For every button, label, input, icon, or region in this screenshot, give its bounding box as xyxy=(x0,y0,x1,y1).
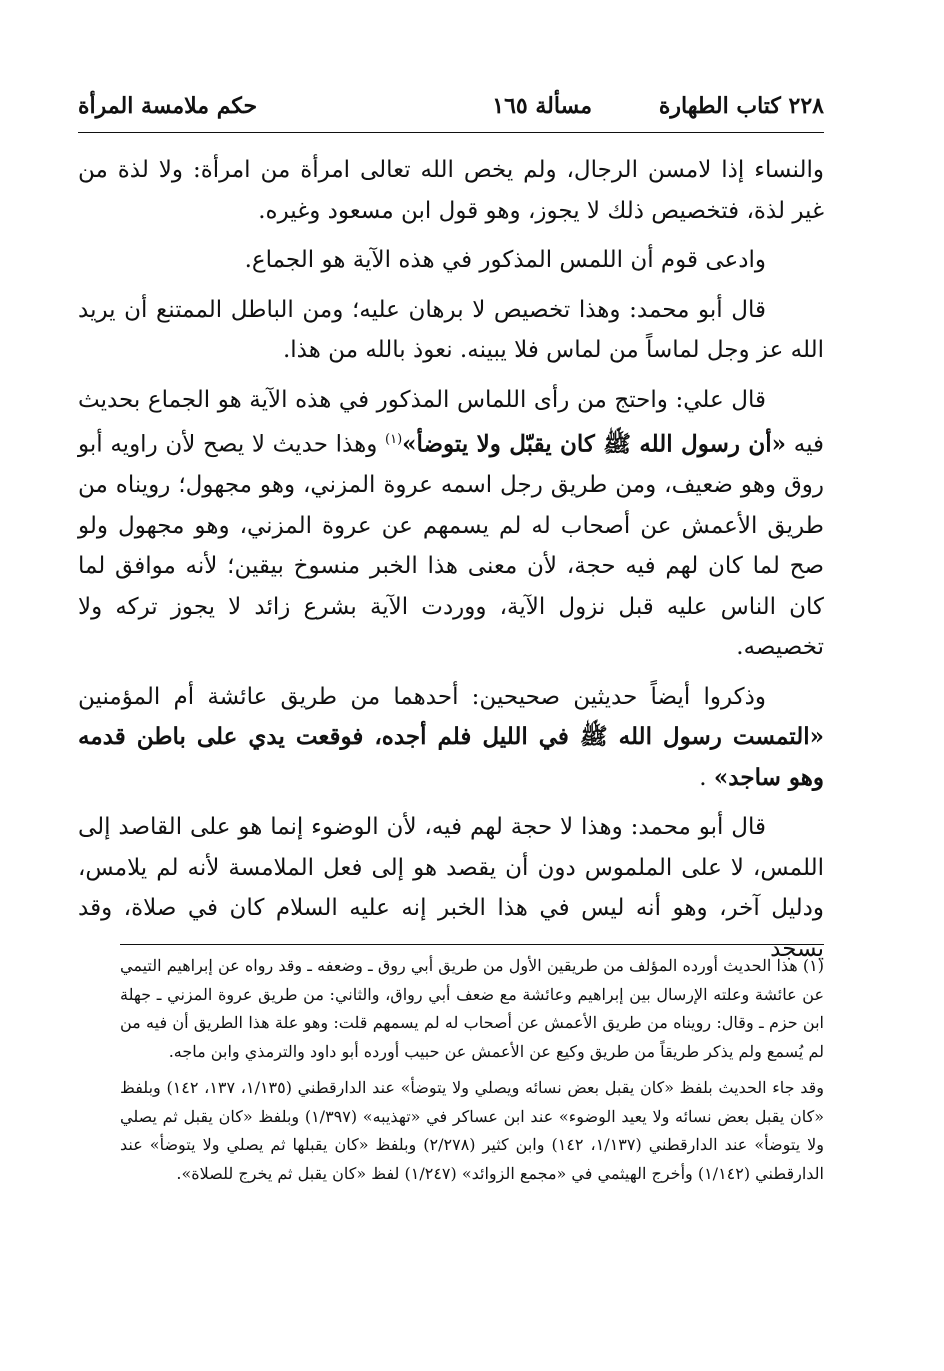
footnote-rule xyxy=(120,944,824,945)
paragraph-4-rest: وهذا حديث لا يصح لأن راويه أبو روق وهو ضعيف، ومن طريق رجل اسمه عروة المزني، وهو مجهول؛ رويناه من طريق الأعمش عن أصحاب له لم يسمهم عن عروة المزني، وهو مجهول ولو صح لما كان لهم فيه حجة، لأن معنى هذا الخبر منسوخ بيقين؛ لأنه موافق لما كان الناس عليه قبل نزول الآية، ووردت الآية بشرع زائد لا يجوز تركه ولا تخصيصه. xyxy=(78,431,824,661)
header-rule xyxy=(78,132,824,133)
page-number-and-book-title: ٢٢٨ كتاب الطهارة xyxy=(658,93,824,119)
paragraph-4 xyxy=(78,380,824,668)
footnote-ref-1[interactable]: (١) xyxy=(385,432,403,447)
paragraph-5 xyxy=(78,677,824,799)
paragraph-2: وادعى قوم أن اللمس المذكور في هذه الآية هو الجماع. xyxy=(244,247,766,273)
footnotes xyxy=(120,952,824,1196)
running-header xyxy=(78,88,824,128)
footnote-1: (١) هذا الحديث أورده المؤلف من طريقين الأول من طريق أبي روق ـ وضعفه ـ وقد رواه عن إبراهيم التيمي عن عائشة وعلته الإرسال بين إبراهيم وعائشة مع ضعف أبي رواق، والثاني: من طريق عروة المزني ـ جهلة ابن حزم ـ وقال: رويناه من طريق الأعمش عن أصحاب له لم يسمهم قلت: وهو علة هذا الطريق أن فيه من لم يُسمع ولم يذكر طريقاً من طريق وكيع عن الأعمش عن حبيب أورده أبو داود والترمذي وابن ماجه. xyxy=(120,956,825,1061)
paragraph-5-end: . xyxy=(699,764,707,791)
chapter-topic: حكم ملامسة المرأة xyxy=(78,93,258,119)
hadith-quote-kiss: «أن رسول الله ﷺ كان يقبّل ولا يتوضأ» xyxy=(402,430,787,458)
paragraph-5-intro: وذكروا أيضاً حديثين صحيحين: أحدهما من طريق عائشة أم المؤمنين xyxy=(78,683,766,710)
hadith-quote-aisha: «التمست رسول الله ﷺ في الليل فلم أجده، فوقعت يدي على باطن قدمه وهو ساجد» xyxy=(78,723,824,791)
paragraph-6: قال أبو محمد: وهذا لا حجة لهم فيه، لأن الوضوء إنما هو على القاصد إلى اللمس، لا على الملموس دون أن يقصد هو إلى فعل الملامسة لأنه لم يلامس، ودليل آخر، وهو أنه ليس في هذا الخبر إنه عليه السلام كان في صلاة، وقد يسجد xyxy=(78,814,824,962)
paragraph-1: والنساء إذا لامسن الرجال، ولم يخص الله تعالى امرأة من امرأة: ولا لذة من غير لذة، فتخصيص ذلك لا يجوز، وهو قول ابن مسعود وغيره. xyxy=(78,157,824,224)
footnote-1-continued: وقد جاء الحديث بلفظ «كان يقبل بعض نسائه ويصلي ولا يتوضأ» عند الدارقطني (١/١٣٥، ١٣٧، ١٤٢) وبلفظ «كان يقبل بعض نسائه ولا يعيد الوضوء» عند ابن عساكر في «تهذيبه» (١/٣٩٧) وبلفظ «كان يقبل ثم يصلي ولا يتوضأ» عند الدارقطني (١/١٣٧، ١٤٢) وابن كثير (٢/٢٧٨) وبلفظ «كان يقبلها ثم يصلي ولا يتوضأ» عند الدارقطني (١/١٤٢) وأخرج الهيثمي في «مجمع الزوائد» (١/٢٤٧) لفظ «كان يقبل ثم يخرج للصلاة». xyxy=(120,1078,825,1183)
issue-number: مسألة ١٦٥ xyxy=(492,93,592,119)
paragraph-3: قال أبو محمد: وهذا تخصيص لا برهان عليه؛ ومن الباطل الممتنع أن يريد الله عز وجل لماساً من لماس فلا يبينه. نعوذ بالله من هذا. xyxy=(78,296,824,363)
paragraph-4-intro: قال علي: واحتج من رأى اللماس المذكور في هذه الآية هو الجماع بحديث فيه xyxy=(78,386,825,458)
main-text xyxy=(78,150,824,978)
